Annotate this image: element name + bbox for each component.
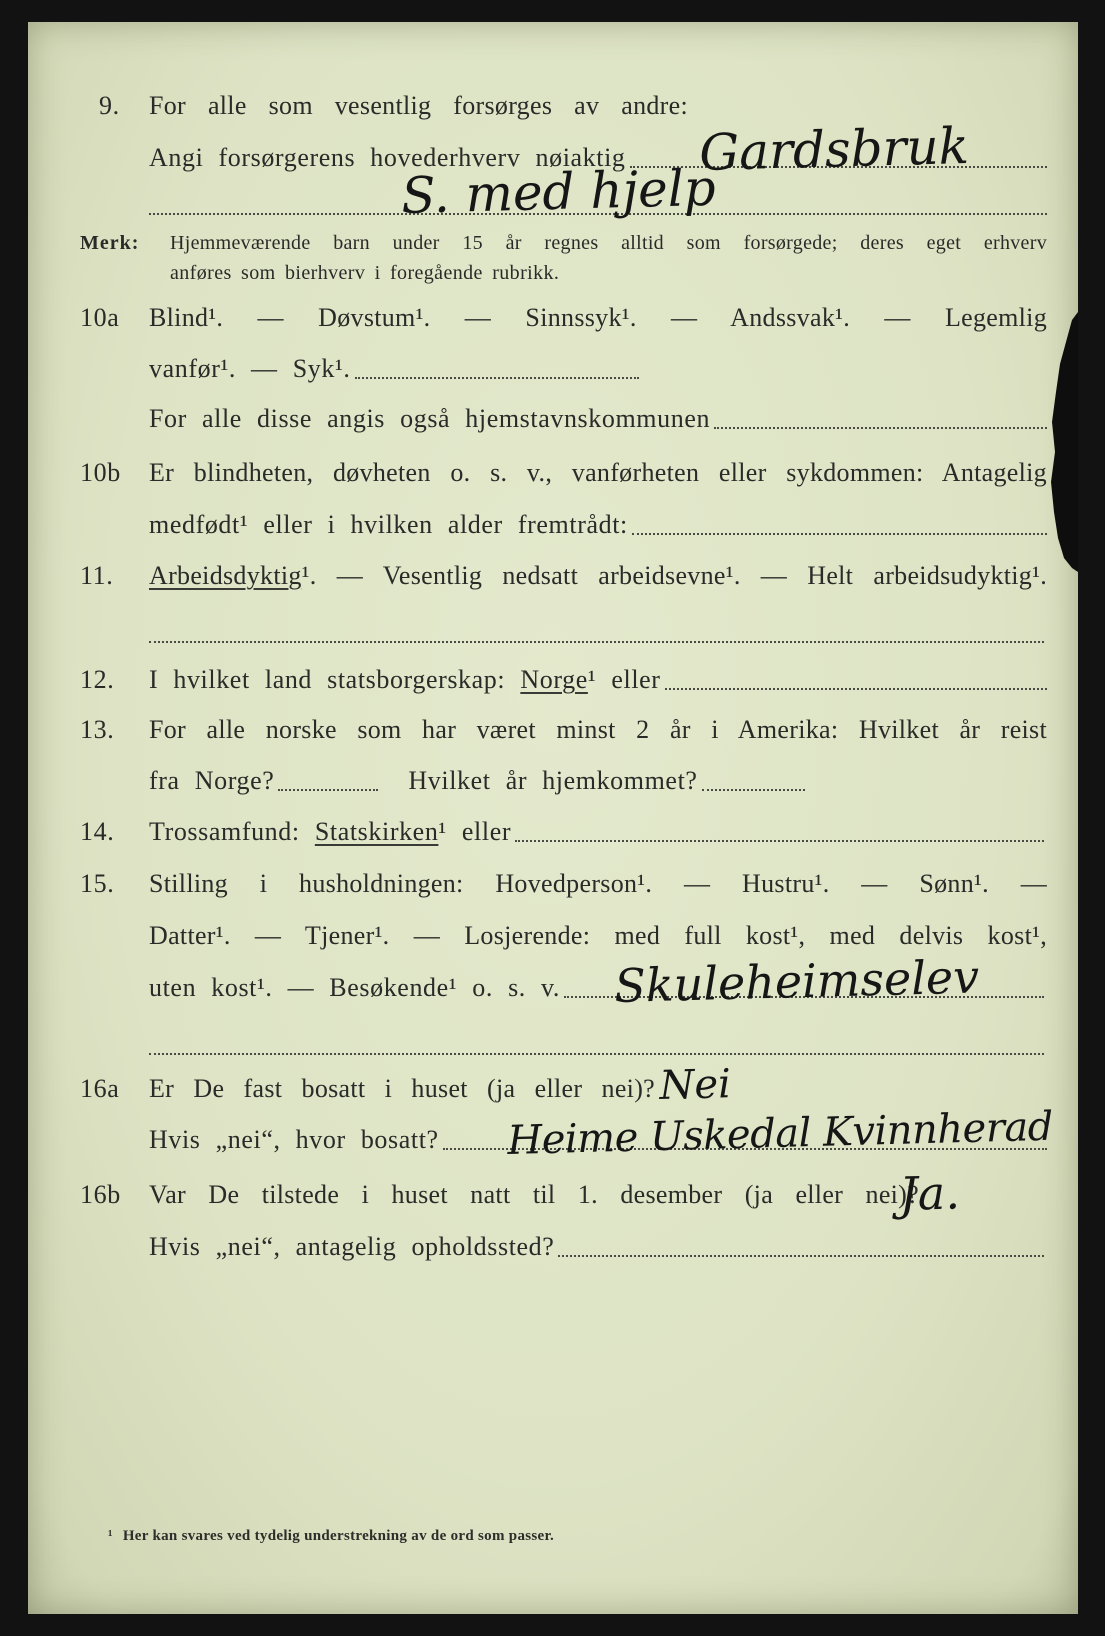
q9-occupation-label: Angi forsørgerens hovederhverv nøiaktig xyxy=(149,143,626,172)
q12-answer-line xyxy=(665,688,1047,690)
q10b-number: 10b xyxy=(80,458,121,487)
q10b-text-2: medfødt¹ eller i hvilken alder fremtrådt: xyxy=(149,510,628,539)
q13-departure-line xyxy=(278,789,378,791)
q15-options-1: Stilling i husholdningen: Hovedperson¹. — Hustru¹. — Sønn¹. — xyxy=(149,869,1047,898)
footnote-text: Her kan svares ved tydelig understrekning av de ord som passer. xyxy=(122,1528,555,1544)
note-text-1: Hjemmeværende barn under 15 år regnes alltid som forsørgede; deres eget erhverv xyxy=(170,232,1047,254)
q14-text: Trossamfund: Statskirken¹ eller xyxy=(149,817,512,846)
q10b-text: Er blindheten, døvheten o. s. v., vanførheten eller sykdommen: Antagelig xyxy=(149,458,1047,487)
q16a-line1 xyxy=(80,1072,1047,1106)
note-line1 xyxy=(80,230,1047,256)
q13-text: For alle norske som har været minst 2 år i Amerika: Hvilket år reist xyxy=(149,715,1047,744)
q13-return-line xyxy=(702,789,805,791)
q15-handwritten-answer: Skuleheimselev xyxy=(613,949,980,1013)
q12-number: 12. xyxy=(80,665,115,694)
q10a-home-municipality-line xyxy=(714,427,1047,429)
q10a-line1 xyxy=(80,301,1047,335)
q16b-whereabouts-line xyxy=(558,1255,1044,1257)
q12-text: I hvilket land statsborgerskap: Norge¹ eller xyxy=(149,665,661,694)
q9-handwritten-answer-2: S. med hjelp xyxy=(400,158,717,225)
footnote-marker: ¹ xyxy=(108,1528,113,1544)
q12-line xyxy=(80,663,1047,697)
q10b-line1 xyxy=(80,456,1047,490)
note-text-2: anføres som bierhverv i foregående rubrikk. xyxy=(170,262,560,284)
q16b-whereabouts-label: Hvis „nei“, antagelig opholdssted? xyxy=(149,1232,555,1261)
q14-answer-line xyxy=(515,840,1044,842)
note-label: Merk: xyxy=(80,232,140,254)
q16b-handwritten-answer: Ja. xyxy=(898,1165,961,1221)
q16a-handwritten-residence: Heime Uskedal Kvinnherad xyxy=(506,1103,1054,1164)
q10b-answer-line xyxy=(632,533,1047,535)
q12-underlined-option: Norge xyxy=(520,665,588,694)
q10a-answer-line xyxy=(355,377,639,379)
q9-text: For alle som vesentlig forsørges av andre: xyxy=(149,91,688,120)
torn-edge xyxy=(1046,312,1078,572)
q10a-home-municipality-label: For alle disse angis også hjemstavnskommunen xyxy=(149,404,711,433)
q13-return-label: Hvilket år hjemkommet? xyxy=(408,766,698,795)
q10a-line3 xyxy=(80,402,1047,436)
q16b-line2 xyxy=(80,1230,1047,1264)
census-form-sheet xyxy=(28,22,1078,1614)
q15-answer-line-2 xyxy=(149,1053,1044,1055)
q15-line1 xyxy=(80,867,1047,901)
q11-answer-line xyxy=(149,641,1044,643)
q11-options-rest: ¹. — Vesentlig nedsatt arbeidsevne¹. — Helt arbeidsudyktig¹. xyxy=(301,561,1047,590)
q11-underlined-option: Arbeidsdyktig xyxy=(149,561,302,590)
q11-line2 xyxy=(80,616,1047,650)
note-line2 xyxy=(80,260,1047,286)
q16a-text: Er De fast bosatt i huset (ja eller nei)? xyxy=(149,1074,655,1103)
q13-departure-label: fra Norge? xyxy=(149,766,275,795)
q16a-handwritten-answer: Nei xyxy=(658,1061,732,1109)
q10a-options-2: vanfør¹. — Syk¹. xyxy=(149,354,351,383)
q15-line4 xyxy=(80,1028,1047,1062)
q13-line1 xyxy=(80,713,1047,747)
q9-number: 9. xyxy=(99,91,120,120)
q15-options-2: Datter¹. — Tjener¹. — Losjerende: med full kost¹, med delvis kost¹, xyxy=(149,921,1047,950)
q16b-text: Var De tilstede i huset natt til 1. desember (ja eller nei)? xyxy=(149,1180,919,1209)
q14-line xyxy=(80,815,1047,849)
q11-number: 11. xyxy=(80,561,114,590)
q16b-number: 16b xyxy=(80,1180,121,1209)
q11-line1 xyxy=(80,559,1047,593)
q10a-number: 10a xyxy=(80,303,120,332)
q11-options xyxy=(149,559,1047,593)
q10a-line2 xyxy=(80,352,1047,386)
q16a-residence-label: Hvis „nei“, hvor bosatt? xyxy=(149,1125,439,1154)
q15-options-3: uten kost¹. — Besøkende¹ o. s. v. xyxy=(149,973,561,1002)
q10a-options: Blind¹. — Døvstum¹. — Sinnssyk¹. — Andssvak¹. — Legemlig xyxy=(149,303,1047,332)
q15-number: 15. xyxy=(80,869,115,898)
q16a-number: 16a xyxy=(80,1074,120,1103)
q14-underlined-option: Statskirken xyxy=(314,817,439,846)
q13-number: 13. xyxy=(80,715,115,744)
q15-line2 xyxy=(80,919,1047,953)
q14-number: 14. xyxy=(80,817,115,846)
q9-handwritten-answer: Gardsbruk xyxy=(698,116,970,182)
footnote xyxy=(108,1526,554,1546)
q10b-line2 xyxy=(80,508,1047,542)
q13-line2 xyxy=(80,764,1047,798)
